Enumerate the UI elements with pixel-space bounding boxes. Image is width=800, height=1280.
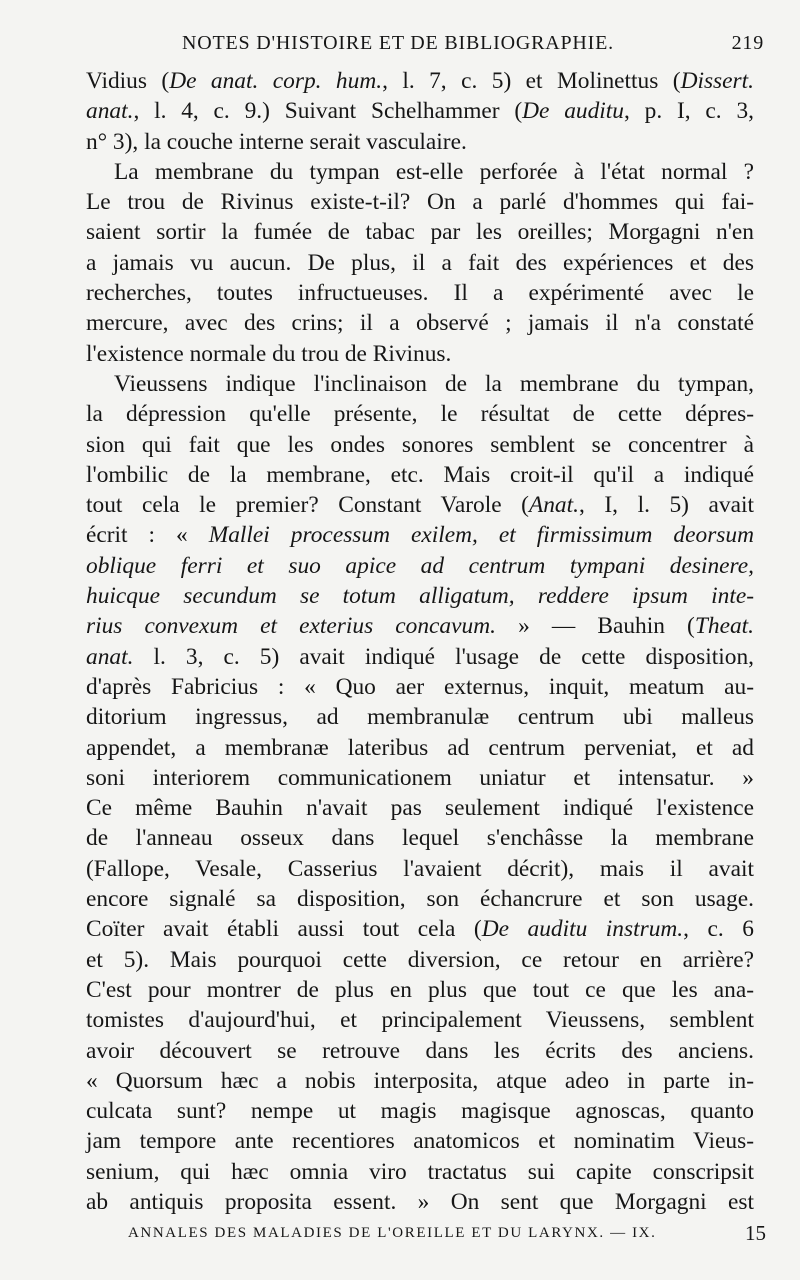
- italic-run: huicque secundum se totum alligatum, reddere ipsum inte-: [86, 583, 754, 610]
- text-run: l. 3, c. 5) avait indiqué l'usage de cette disposition,: [133, 643, 754, 670]
- text-run: l'existence normale du trou de Rivinus.: [86, 340, 452, 367]
- text-run: La membrane du tympan est-elle perforée à l'état normal ?: [114, 158, 754, 185]
- text-run: la dépression qu'elle présente, le résultat de cette dépres-: [86, 401, 754, 428]
- text-line: [86, 823, 754, 853]
- text-run: tomistes d'aujourd'hui, et principalement Vieussens, semblent: [86, 1007, 754, 1034]
- italic-run: Dissert.: [680, 68, 754, 94]
- text-line: [86, 672, 754, 702]
- text-line: [86, 157, 754, 187]
- text-run: de l'anneau osseux dans lequel s'enchâsse la membrane: [86, 825, 754, 852]
- text-line: [86, 460, 754, 490]
- text-line: [86, 1036, 754, 1066]
- text-line: [86, 1066, 754, 1096]
- text-run: l'ombilic de la membrane, etc. Mais croit-il qu'il a indiqué: [86, 461, 754, 488]
- text-line: [86, 96, 754, 126]
- text-line: [86, 914, 754, 944]
- text-run: Vidius (: [86, 68, 170, 94]
- text-line: [86, 248, 754, 278]
- text-line: [86, 399, 754, 429]
- text-line: [86, 884, 754, 914]
- text-run: (Fallope, Vesale, Casserius l'avaient décrit), mais il avait: [86, 855, 754, 882]
- text-run: et 5). Mais pourquoi cette diversion, ce retour en arrière?: [86, 946, 754, 973]
- text-run: saient sortir la fumée de tabac par les oreilles; Morgagni n'en: [86, 219, 754, 246]
- text-run: écrit : «: [86, 522, 209, 549]
- text-run: » — Bauhin (: [495, 613, 695, 640]
- body-text: [86, 66, 754, 1217]
- italic-run: anat.: [86, 643, 134, 670]
- italic-run: Theat.: [694, 613, 754, 640]
- page-number: 219: [731, 32, 764, 54]
- text-line: [86, 1005, 754, 1035]
- text-run: , p. I, c. 3,: [624, 98, 754, 125]
- italic-run: oblique ferri et suo apice ad centrum tympani desinere,: [86, 552, 754, 579]
- text-line: [86, 339, 754, 369]
- sheet-number: 15: [745, 1221, 766, 1245]
- text-line: [86, 763, 754, 793]
- text-line: [86, 217, 754, 247]
- italic-run: rius convexum et exterius concavum.: [86, 613, 496, 640]
- page-header: [86, 32, 764, 60]
- text-line: [86, 702, 754, 732]
- text-run: n° 3), la couche interne serait vasculaire.: [86, 128, 467, 155]
- text-run: Vieussens indique l'inclinaison de la membrane du tympan,: [114, 370, 754, 397]
- text-run: encore signalé sa disposition, son échancrure et son usage.: [86, 886, 754, 913]
- text-line: [86, 975, 754, 1005]
- italic-run: Anat.: [528, 492, 579, 519]
- italic-run: De auditu instrum.: [481, 916, 684, 943]
- text-run: Ce même Bauhin n'avait pas seulement indiqué l'existence: [86, 795, 754, 822]
- text-run: , l. 4, c. 9.) Suivant Schelhammer (: [133, 98, 523, 125]
- text-run: mercure, avec des crins; il a observé ; jamais il n'a constaté: [86, 310, 754, 337]
- text-line: [86, 854, 754, 884]
- italic-run: anat.: [86, 98, 134, 125]
- text-line: [86, 945, 754, 975]
- text-run: Le trou de Rivinus existe-t-il? On a parlé d'hommes qui fai-: [86, 189, 754, 216]
- text-run: senium, qui hæc omnia viro tractatus sui capite conscripsit: [86, 1158, 754, 1185]
- running-title: NOTES D'HISTOIRE ET DE BIBLIOGRAPHIE.: [182, 32, 614, 54]
- text-line: [86, 1187, 754, 1217]
- text-run: appendet, a membranæ lateribus ad centrum perveniat, et ad: [86, 734, 754, 761]
- text-run: « Quorsum hæc a nobis interposita, atque adeo in parte in-: [86, 1067, 754, 1094]
- text-run: , I, l. 5) avait: [578, 492, 754, 519]
- text-run: a jamais vu aucun. De plus, il a fait des expériences et des: [86, 249, 754, 276]
- text-line: [86, 581, 754, 611]
- text-line: [86, 1157, 754, 1187]
- text-run: ditorium ingressus, ad membranulæ centrum ubi malleus: [86, 704, 754, 731]
- italic-run: Mallei processum exilem, et firmissimum deorsum: [208, 522, 754, 549]
- text-run: , l. 7, c. 5) et Molinettus (: [382, 68, 681, 94]
- text-run: ab antiquis proposita essent. » On sent que Morgagni est: [86, 1188, 754, 1215]
- text-run: recherches, toutes infructueuses. Il a expérimenté avec le: [86, 280, 754, 307]
- italic-run: De anat. corp. hum.: [169, 68, 383, 94]
- text-run: jam tempore ante recentiores anatomicos et nominatim Vieus-: [86, 1128, 754, 1155]
- text-line: [86, 490, 754, 520]
- text-line: [86, 642, 754, 672]
- text-line: [86, 793, 754, 823]
- text-line: [86, 278, 754, 308]
- text-line: [86, 308, 754, 338]
- text-line: [86, 520, 754, 550]
- page-footer: [128, 1221, 766, 1249]
- text-run: C'est pour montrer de plus en plus que tout ce que les ana-: [86, 976, 754, 1003]
- italic-run: De auditu: [522, 98, 625, 125]
- text-line: [86, 1096, 754, 1126]
- text-line: [86, 1126, 754, 1156]
- text-line: [86, 369, 754, 399]
- text-run: , c. 6: [683, 916, 754, 943]
- text-run: Coïter avait établi aussi tout cela (: [86, 916, 482, 943]
- text-line: [86, 611, 754, 641]
- text-line: [86, 551, 754, 581]
- text-run: culcata sunt? nempe ut magis magisque agnoscas, quanto: [86, 1098, 754, 1125]
- text-line: [86, 430, 754, 460]
- text-line: [86, 127, 754, 157]
- text-line: [86, 66, 754, 96]
- text-line: [86, 187, 754, 217]
- text-run: avoir découvert se retrouve dans les écrits des anciens.: [86, 1037, 754, 1064]
- text-run: tout cela le premier? Constant Varole (: [86, 492, 529, 519]
- text-run: d'après Fabricius : « Quo aer externus, inquit, meatum au-: [86, 673, 754, 700]
- text-run: soni interiorem communicationem uniatur et intensatur. »: [86, 764, 754, 791]
- text-line: [86, 733, 754, 763]
- text-run: sion qui fait que les ondes sonores semblent se concentrer à: [86, 431, 754, 458]
- journal-title: ANNALES DES MALADIES DE L'OREILLE ET DU LARYNX. — IX.: [128, 1225, 657, 1241]
